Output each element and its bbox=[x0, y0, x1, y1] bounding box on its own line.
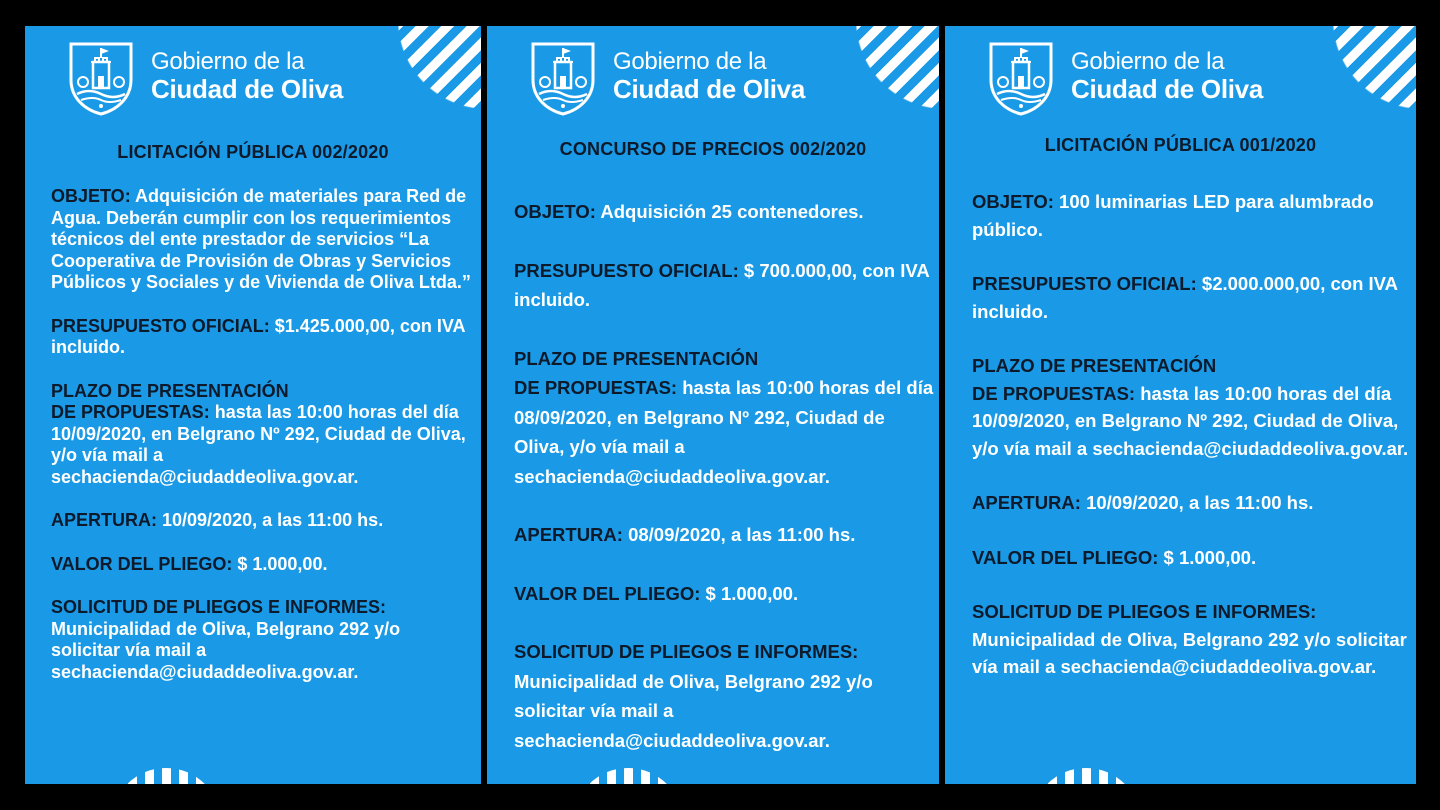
apertura-text: 08/09/2020, a las 11:00 hs. bbox=[628, 524, 856, 545]
notice-body bbox=[972, 188, 1412, 708]
notice-body bbox=[514, 197, 934, 784]
objeto-text: 100 luminarias LED para alumbrado público. bbox=[972, 191, 1374, 240]
solicitud-label: SOLICITUD DE PLIEGOS E INFORMES: bbox=[972, 601, 1317, 622]
brand-line-1: Gobierno de la bbox=[151, 48, 305, 75]
notice-title: CONCURSO DE PRECIOS 002/2020 bbox=[559, 139, 867, 159]
municipal-logo bbox=[985, 36, 1263, 116]
presupuesto-label: PRESUPUESTO OFICIAL: bbox=[514, 259, 739, 281]
objeto-block bbox=[51, 186, 471, 294]
decorative-stripes-top bbox=[829, 26, 939, 110]
solicitud-text: Municipalidad de Oliva, Belgrano 292 y/o solicitar vía mail a sechacienda@ciudaddeoliva.gov.ar. bbox=[514, 670, 873, 751]
solicitud-block bbox=[51, 597, 471, 683]
plazo-text: hasta las 10:00 horas del día 10/09/2020, en Belgrano Nº 292, Ciudad de Oliva, y/o vía mail a sechacienda@ciudaddeoliva.gov.ar. bbox=[972, 382, 1409, 459]
plazo-label-1: PLAZO DE PRESENTACIÓN bbox=[514, 347, 759, 369]
brand-line-2: Ciudad de Oliva bbox=[613, 74, 805, 104]
presupuesto-label: PRESUPUESTO OFICIAL: bbox=[51, 315, 270, 336]
notice-title: LICITACIÓN PÚBLICA 001/2020 bbox=[1044, 135, 1317, 155]
presupuesto-text: $2.000.000,00, con IVA incluido. bbox=[972, 273, 1398, 322]
decorative-stripes-top bbox=[1306, 26, 1416, 110]
municipal-logo bbox=[527, 36, 805, 116]
valor-label: VALOR DEL PLIEGO: bbox=[51, 553, 233, 574]
apertura-label: APERTURA: bbox=[972, 492, 1081, 513]
presupuesto-block bbox=[51, 316, 471, 359]
apertura-block bbox=[51, 510, 471, 532]
notice-panel bbox=[945, 26, 1416, 784]
brand-text bbox=[1071, 50, 1263, 102]
decorative-stripes-top bbox=[371, 26, 481, 110]
brand-text bbox=[613, 50, 805, 102]
solicitud-label: SOLICITUD DE PLIEGOS E INFORMES: bbox=[514, 641, 859, 662]
objeto-block bbox=[972, 188, 1412, 243]
decorative-stripes-bottom bbox=[1031, 768, 1141, 784]
plazo-label-2: DE PROPUESTAS: bbox=[51, 402, 210, 422]
plazo-block bbox=[51, 381, 471, 489]
notice-panel bbox=[487, 26, 939, 784]
objeto-text: Adquisición 25 contenedores. bbox=[600, 201, 864, 222]
solicitud-text: Municipalidad de Oliva, Belgrano 292 y/o solicitar vía mail a sechacienda@ciudaddeoliva.gov.ar. bbox=[51, 618, 401, 682]
municipal-logo bbox=[65, 36, 343, 116]
solicitud-block bbox=[972, 598, 1412, 681]
plazo-label-2: DE PROPUESTAS: bbox=[514, 377, 678, 398]
valor-block bbox=[514, 579, 934, 609]
apertura-block bbox=[514, 520, 934, 550]
solicitud-label: SOLICITUD DE PLIEGOS E INFORMES: bbox=[51, 597, 387, 617]
objeto-label: OBJETO: bbox=[514, 201, 596, 222]
solicitud-text: Municipalidad de Oliva, Belgrano 292 y/o solicitar vía mail a sechacienda@ciudaddeoliva.gov.ar. bbox=[972, 628, 1407, 677]
presupuesto-label: PRESUPUESTO OFICIAL: bbox=[972, 273, 1197, 294]
apertura-label: APERTURA: bbox=[514, 524, 623, 545]
objeto-block bbox=[514, 197, 934, 227]
notice-panel bbox=[25, 26, 481, 784]
notice-title: LICITACIÓN PÚBLICA 002/2020 bbox=[117, 142, 389, 162]
plazo-text: hasta las 10:00 horas del día 08/09/2020, en Belgrano Nº 292, Ciudad de Oliva, y/o vía mail a sechacienda@ciudaddeoliva.gov.ar. bbox=[514, 377, 934, 487]
presupuesto-block bbox=[972, 270, 1412, 325]
notice-body bbox=[51, 186, 471, 705]
brand-line-2: Ciudad de Oliva bbox=[1071, 74, 1263, 104]
plazo-text: hasta las 10:00 horas del día 10/09/2020, en Belgrano Nº 292, Ciudad de Oliva, y/o vía mail a sechacienda@ciudaddeoliva.gov.ar. bbox=[51, 402, 466, 487]
brand-line-1: Gobierno de la bbox=[613, 48, 767, 75]
apertura-block bbox=[972, 489, 1412, 517]
presupuesto-block bbox=[514, 256, 934, 315]
shield-icon bbox=[65, 36, 137, 116]
apertura-label: APERTURA: bbox=[51, 510, 157, 530]
objeto-text: Adquisición de materiales para Red de Agua. Deberán cumplir con los requerimientos técnicos del ente prestador de servicios “La Cooperativa de Provisión de Obras y Servicios Públicos y Sociales y de Vivienda de Oliva Ltda.” bbox=[51, 186, 471, 292]
presupuesto-text: $ 700.000,00, con IVA incluido. bbox=[514, 259, 930, 310]
apertura-text: 10/09/2020, a las 11:00 hs. bbox=[162, 510, 384, 530]
valor-label: VALOR DEL PLIEGO: bbox=[972, 546, 1159, 568]
objeto-label: OBJETO: bbox=[51, 186, 131, 206]
plazo-block bbox=[972, 352, 1412, 462]
valor-block bbox=[51, 554, 471, 576]
plazo-block bbox=[514, 344, 934, 492]
plazo-label-1: PLAZO DE PRESENTACIÓN bbox=[51, 380, 289, 401]
brand-line-2: Ciudad de Oliva bbox=[151, 74, 343, 104]
presupuesto-text: $1.425.000,00, con IVA incluido. bbox=[51, 315, 465, 357]
plazo-label-2: DE PROPUESTAS: bbox=[972, 382, 1136, 404]
apertura-text: 10/09/2020, a las 11:00 hs. bbox=[1086, 492, 1314, 513]
valor-text: $ 1.000,00. bbox=[237, 553, 328, 574]
shield-icon bbox=[985, 36, 1057, 116]
valor-text: $ 1.000,00. bbox=[705, 582, 799, 604]
brand-line-1: Gobierno de la bbox=[1071, 48, 1225, 75]
valor-text: $ 1.000,00. bbox=[1163, 546, 1257, 568]
solicitud-block bbox=[514, 637, 934, 755]
valor-label: VALOR DEL PLIEGO: bbox=[514, 582, 701, 604]
valor-block bbox=[972, 544, 1412, 572]
decorative-stripes-bottom bbox=[111, 768, 221, 784]
shield-icon bbox=[527, 36, 599, 116]
brand-text bbox=[151, 50, 343, 102]
objeto-label: OBJETO: bbox=[972, 191, 1054, 212]
plazo-label-1: PLAZO DE PRESENTACIÓN bbox=[972, 355, 1217, 376]
